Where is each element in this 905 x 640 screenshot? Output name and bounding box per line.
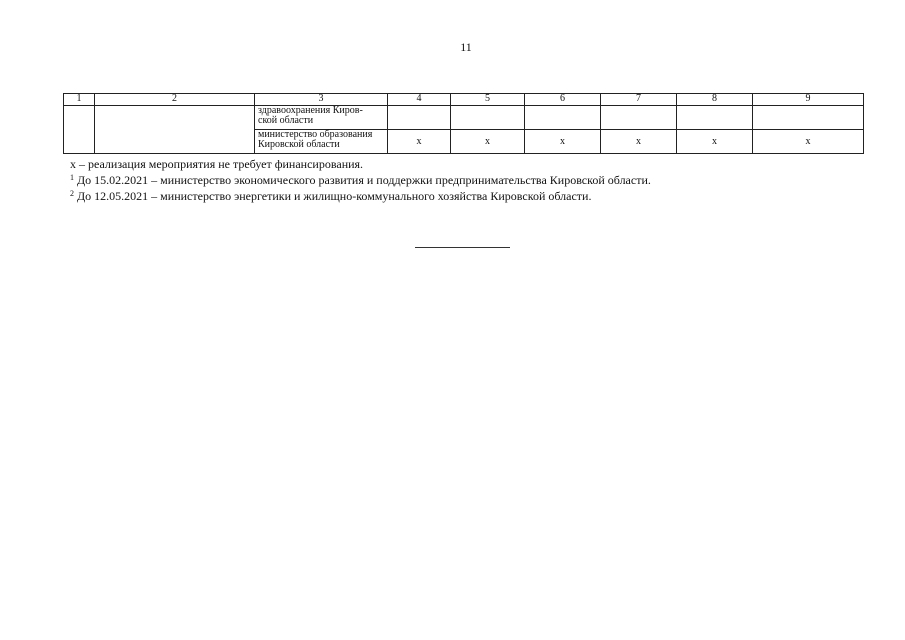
table-cell [525,106,601,130]
header-cell: 5 [451,94,525,106]
header-cell: 7 [601,94,677,106]
header-cell: 1 [64,94,95,106]
table-cell: x [753,130,864,154]
cell-line: ской области [258,115,314,126]
table-cell [753,106,864,130]
page-number: 11 [460,40,472,54]
table-cell: x [677,130,753,154]
footnote-1 [70,171,651,187]
footnote-text: До 12.05.2021 – министерство энергетики и жилищно-коммунального хозяйства Кировской области. [74,189,592,203]
table-cell [95,106,255,154]
end-rule [415,247,510,248]
table-cell [64,106,95,154]
table-row [64,106,864,130]
table-cell: x [601,130,677,154]
footnote-text: До 15.02.2021 – министерство экономического развития и поддержки предпринимательства Кировской области. [74,173,651,187]
table-cell: x [451,130,525,154]
table-cell [677,106,753,130]
header-cell: 3 [255,94,388,106]
table-cell [601,106,677,130]
header-cell: 8 [677,94,753,106]
footnotes [70,157,651,203]
footnote-legend: х – реализация мероприятия не требует финансирования. [70,157,364,171]
table-header-row [64,94,864,106]
cell-line: здравоохранения Киров- [258,105,363,116]
responsible-cell [255,106,388,130]
table-cell: x [525,130,601,154]
footnote-2 [70,187,651,203]
header-cell: 6 [525,94,601,106]
header-cell: 2 [95,94,255,106]
data-table [63,93,864,154]
table-cell: x [388,130,451,154]
header-cell: 9 [753,94,864,106]
header-cell: 4 [388,94,451,106]
footnote-marker: 1 [70,173,74,182]
table-cell [388,106,451,130]
cell-line: министерство образования [258,129,373,140]
footnote-marker: 2 [70,189,74,198]
table-cell [451,106,525,130]
cell-line: Кировской области [258,139,340,150]
responsible-cell [255,130,388,154]
